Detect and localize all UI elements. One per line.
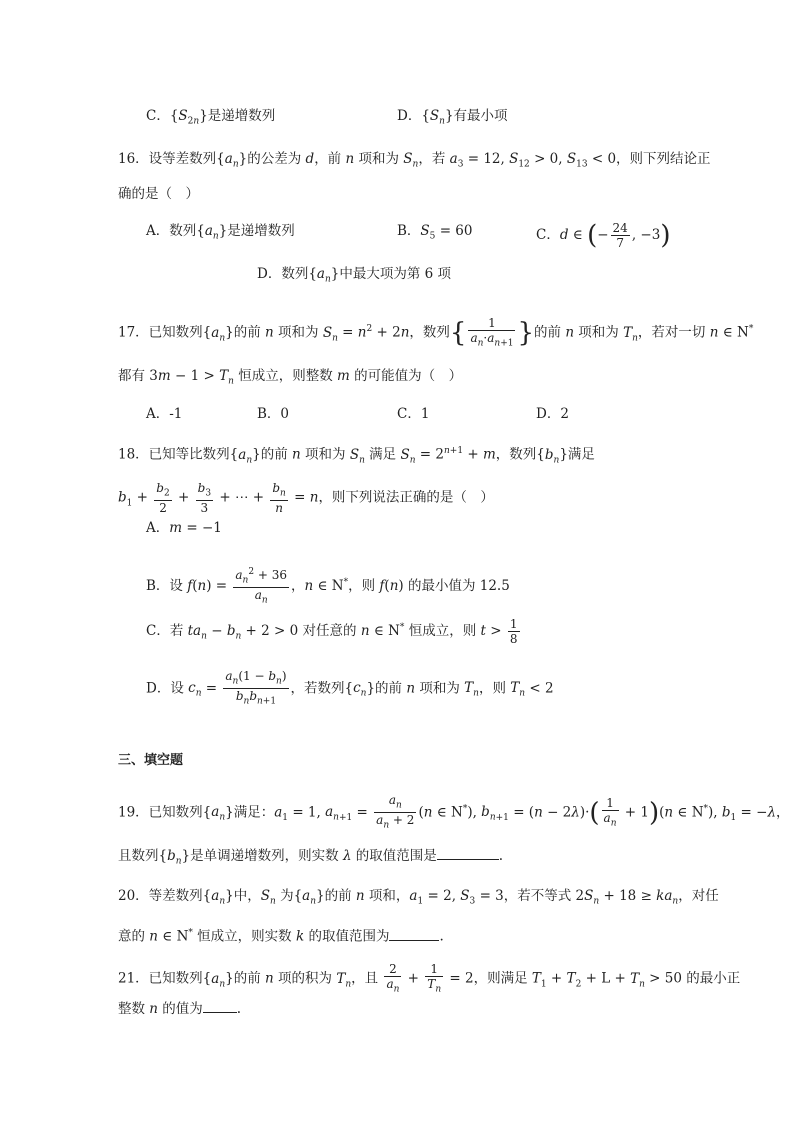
q18-option-d: D．设 $c_n$ = $\frac{a_n(1 - b_n)}{b_nb_{n+1}}$ ，若数列$\{c_n\}$的前 n 项和为 $T_n$，则 $T_n < 2$ <box>146 669 554 707</box>
q17-option-d: D．2 <box>536 406 569 422</box>
section-title-fill-in: 三、填空题 <box>118 753 184 768</box>
q21-stem-line1: 21．已知数列$\{a_n\}$的前 n 项的积为 $T_n$，且 $\frac{2}{a_n}$ + $\frac{1}{T_n}$ = 2，则满足 $T_1 + T_2 + L + T_n > 50$ 的最小正 <box>118 962 741 995</box>
q16-option-d: D．数列$\{a_n\}$中最大项为第 6 项 <box>257 266 452 285</box>
q18-stem-line2: $b_1$ + $\frac{b_2}{2}$ + $\frac{b_3}{3}$ + ⋯ + $\frac{b_n}{n}$ = n，则下列说法正确的是（ ） <box>118 481 494 516</box>
q18-option-c: C．若 $ta_n - b_n + 2 > 0$ 对任意的 n ∈ N* 恒成立，则 t > $\frac{1}{8}$ <box>146 617 518 646</box>
q19-stem-line1: 19．已知数列$\{a_n\}$满足：$a_1 = 1$, $a_{n+1}$ = $\frac{a_n}{a_n + 2}$ (n ∈ N*), $b_{n+1} = (n - 2\lambda)\cdot$( $\frac{1}{a_n}$ + 1)(n ∈ N*), $b_1 = -\lambda$， <box>118 793 790 831</box>
q21-stem-line2: 整数 n 的值为 . <box>118 998 241 1019</box>
q17-option-b: B．0 <box>257 406 290 422</box>
q16-option-a: A．数列$\{a_n\}$是递增数列 <box>146 223 295 242</box>
q16-stem-line2: 确的是（ ） <box>118 186 199 202</box>
q18-option-a: A．m = −1 <box>146 520 222 536</box>
q17-option-c: C．1 <box>397 406 430 422</box>
q17-stem-line1: 17．已知数列$\{a_n\}$的前 n 项和为 $S_n = n^2 + 2n$，数列{ $\frac{1}{a_n\cdot a_{n+1}}$ }的前 n 项和为 $T_n$，若对一切 n ∈ N* <box>118 316 754 349</box>
q16-option-b: B．$S_5 = 60$ <box>397 223 473 242</box>
q19-stem-line2: 且数列$\{b_n\}$是单调递增数列，则实数 λ 的取值范围是 . <box>118 845 503 872</box>
q18-option-b: B．设 f(n) = $\frac{a_n^2 + 36}{a_n}$ ，n ∈ N*，则 f(n) 的最小值为 12.5 <box>146 567 510 606</box>
q15-option-d: D．$\{S_n\}$有最小项 <box>397 108 508 127</box>
q17-option-a: A．-1 <box>146 406 183 422</box>
q17-stem-line2: 都有 $3m - 1 > T_n$ 恒成立，则整数 m 的可能值为（ ） <box>118 368 463 387</box>
q18-stem-line1: 18．已知等比数列$\{a_n\}$的前 n 项和为 $S_n$ 满足 $S_n = 2^{n+1} + m$，数列$\{b_n\}$满足 <box>118 446 595 466</box>
q16-stem-line1: 16．设等差数列$\{a_n\}$的公差为 d，前 n 项和为 $S_n$，若 $a_3 = 12$, $S_{12} > 0$, $S_{13} < 0$，则下列结论正 <box>118 151 711 170</box>
q20-stem-line2: 意的 n ∈ N* 恒成立，则实数 k 的取值范围为 . <box>118 923 444 947</box>
q20-stem-line1: 20．等差数列$\{a_n\}$中，$S_n$ 为$\{a_n\}$的前 n 项和，$a_1 = 2$, $S_3 = 3$，若不等式 $2S_n + 18 \ge ka_n$，对任 <box>118 888 719 907</box>
q15-option-c: C．$\{S_{2n}\}$是递增数列 <box>146 108 276 127</box>
q16-option-c: C．d ∈ (− $\frac{24}{7}$ , −3) <box>536 220 671 251</box>
